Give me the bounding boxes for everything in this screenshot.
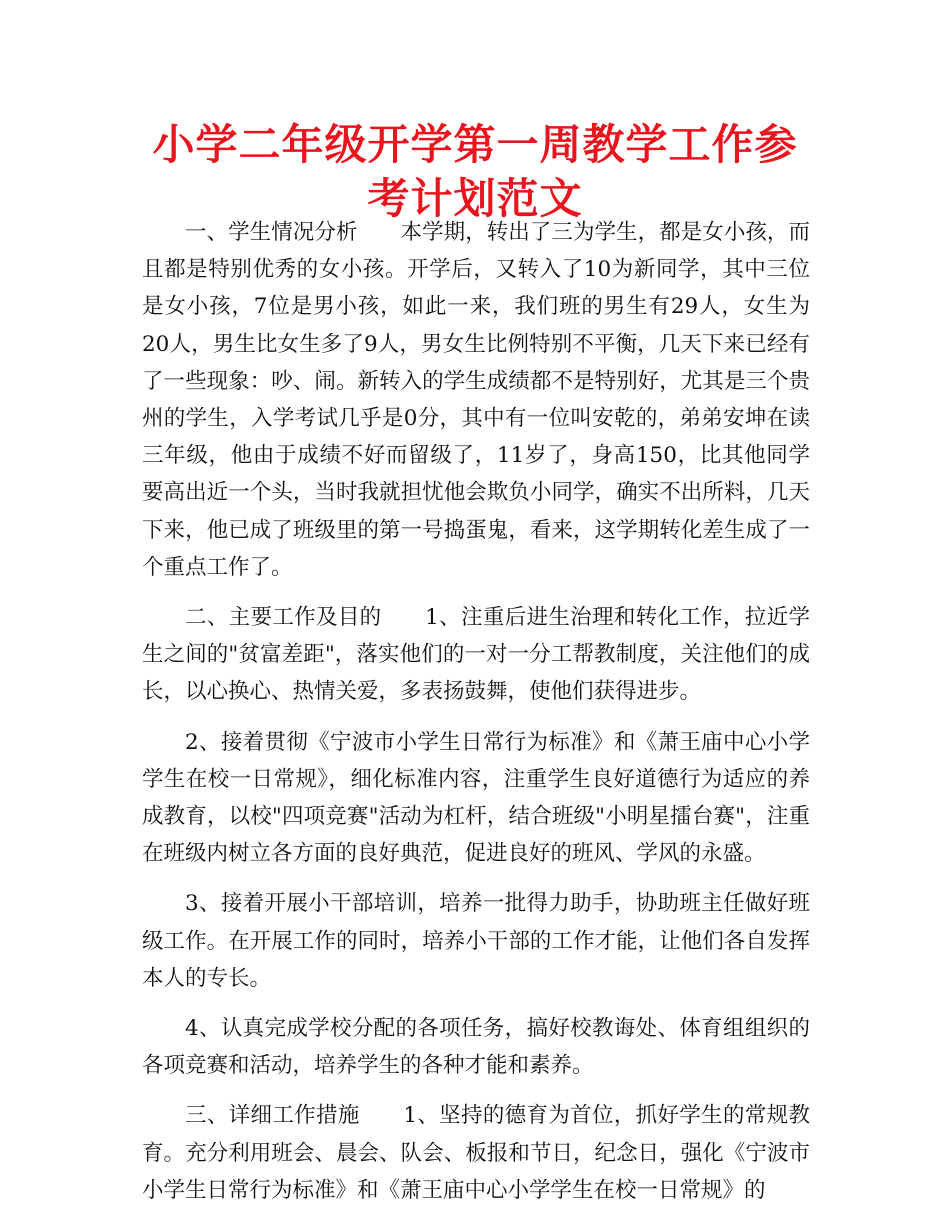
paragraph-student-analysis: 一、学生情况分析 本学期，转出了三为学生，都是女小孩，而且都是特别优秀的女小孩。开学后，又转入了10为新同学，其中三位是女小孩，7位是男小孩，如此一来，我们班的男生有29人，女生为20人，男生比女生多了9人，男女生比例特别不平衡，几天下来已经有了一些现象：吵、闹。新转入的学生成绩都不是特别好，尤其是三个贵州的学生，入学考试几乎是0分，其中有一位叫安乾的，弟弟安坤在读三年级，他由于成绩不好而留级了，11岁了，身高150，比其他同学要高出近一个头，当时我就担忧他会欺负小同学，确实不出所料，几天下来，他已成了班级里的第一号捣蛋鬼，看来，这学期转化差生成了一个重点工作了。 [142,220,810,580]
paragraph-work-measures: 三、详细工作措施 1、坚持的德育为首位，抓好学生的常规教育。充分利用班会、晨会、队会、板报和节日，纪念日，强化《宁波市小学生日常行为标准》和《萧王庙中心小学学生在校一日常规》的 [142,1103,810,1203]
document-title: 小学二年级开学第一周教学工作参考计划范文 [152,120,798,223]
document-body [142,214,810,1222]
paragraph-main-work-goals: 二、主要工作及目的 1、注重后进生治理和转化工作，拉近学生之间的"贫富差距"，落实他们的一对一分工帮教制度，关注他们的成长，以心换心、热情关爱，多表扬鼓舞，使他们获得进步。 [142,605,810,705]
paragraph-school-tasks: 4、认真完成学校分配的各项任务，搞好校教诲处、体育组组织的各项竞赛和活动，培养学生的各种才能和素养。 [142,1016,810,1079]
paragraph-behavior-standards: 2、接着贯彻《宁波市小学生日常行为标准》和《萧王庙中心小学学生在校一日常规》，细化标准内容，注重学生良好道德行为适应的养成教育，以校"四项竞赛"活动为杠杆，结合班级"小明星擂台赛"，注重在班级内树立各方面的良好典范，促进良好的班风、学风的永盛。 [142,729,810,867]
paragraph-cadre-training: 3、接着开展小干部培训，培养一批得力助手，协助班主任做好班级工作。在开展工作的同时，培养小干部的工作才能，让他们各自发挥本人的专长。 [142,891,810,991]
